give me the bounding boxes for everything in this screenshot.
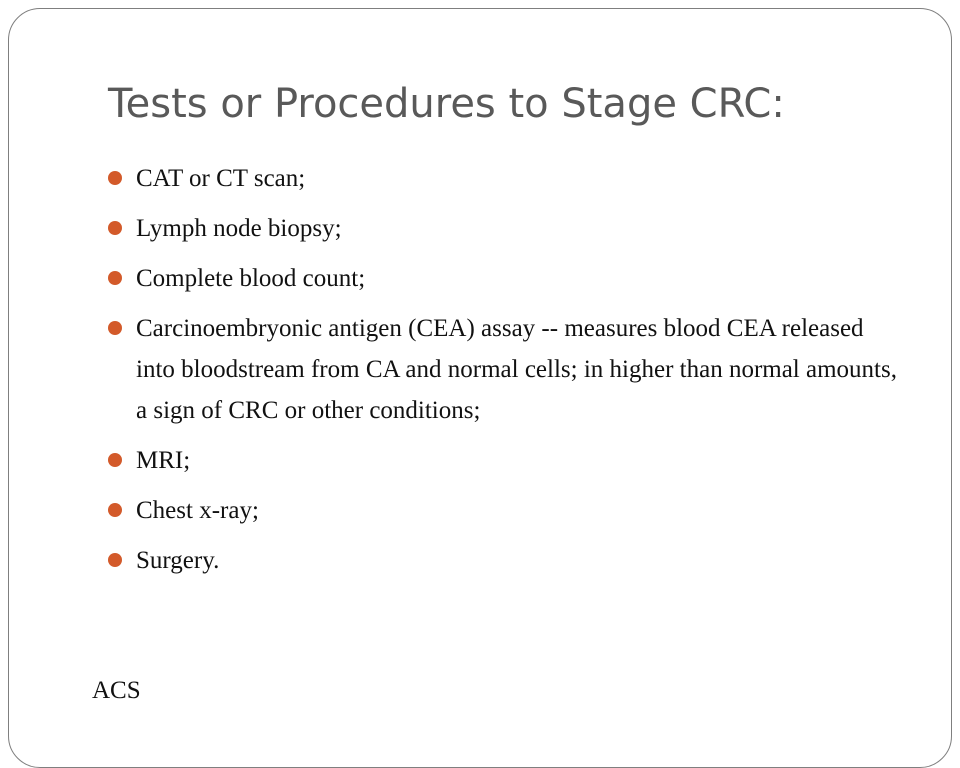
bullet-dot-icon — [108, 503, 122, 517]
list-item — [108, 158, 908, 199]
list-item — [108, 440, 908, 481]
bullet-text: Complete blood count; — [136, 265, 366, 292]
bullet-text: Lymph node biopsy; — [136, 215, 342, 242]
bullet-dot-icon — [108, 321, 122, 335]
list-item — [108, 308, 908, 431]
bullet-dot-icon — [108, 453, 122, 467]
bullet-text: Chest x-ray; — [136, 497, 259, 524]
bullet-dot-icon — [108, 553, 122, 567]
bullet-list — [108, 158, 908, 590]
list-item — [108, 258, 908, 299]
source-label: ACS — [92, 677, 141, 704]
bullet-dot-icon — [108, 271, 122, 285]
slide-title: Tests or Procedures to Stage CRC: — [108, 81, 785, 127]
bullet-text: Surgery. — [136, 547, 220, 574]
bullet-dot-icon — [108, 221, 122, 235]
bullet-text: Carcinoembryonic antigen (CEA) assay -- measures blood CEA released into bloodstream from CA and normal cells; in higher than normal amounts, a sign of CRC or other conditions; — [136, 315, 897, 424]
bullet-dot-icon — [108, 171, 122, 185]
list-item — [108, 540, 908, 581]
list-item — [108, 490, 908, 531]
bullet-text: CAT or CT scan; — [136, 165, 306, 192]
bullet-text: MRI; — [136, 447, 191, 474]
list-item — [108, 208, 908, 249]
